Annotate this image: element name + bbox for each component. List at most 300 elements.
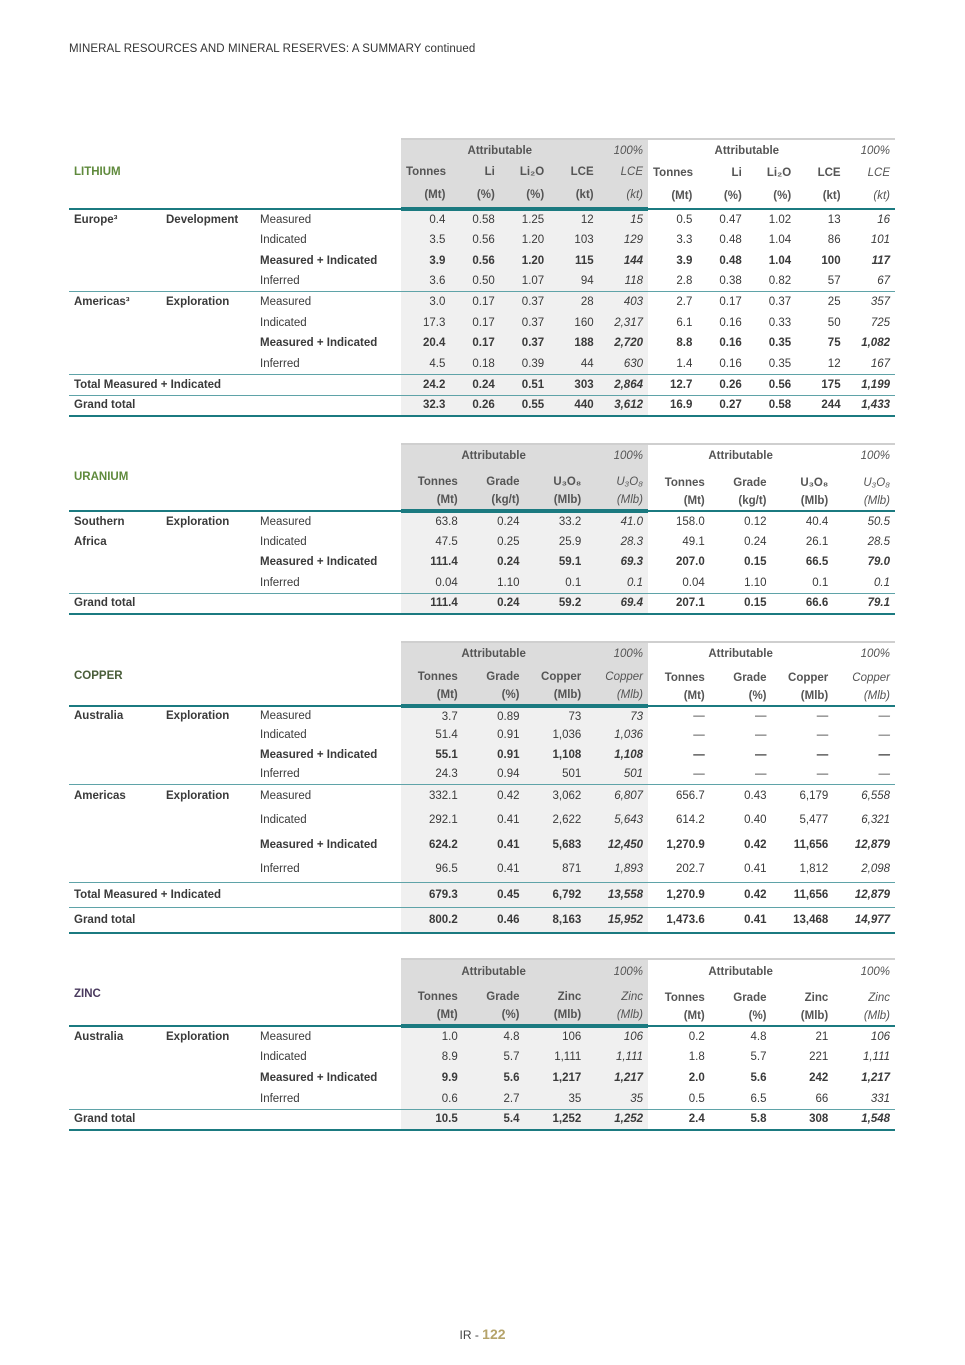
region-cell: Total Measured + Indicated xyxy=(69,882,401,907)
column-header-unit: (%) xyxy=(501,689,520,701)
column-header-unit: (%) xyxy=(476,189,495,201)
column-header-label: U₃O₈ xyxy=(863,477,891,489)
category-cell: Indicated xyxy=(260,535,307,548)
value-cell: 0.17 xyxy=(450,333,499,354)
column-header-unit: (kt) xyxy=(575,189,594,201)
value-cell: 0.37 xyxy=(747,292,796,313)
value-cell: 16.9 xyxy=(648,395,697,416)
value-cell: — xyxy=(755,768,767,780)
copper-column-header xyxy=(69,665,895,706)
stage-cell xyxy=(161,1088,255,1109)
value-cell: 0.1 xyxy=(525,573,587,594)
stage-cell: Exploration xyxy=(166,1030,230,1043)
lithium-group-header xyxy=(69,139,895,161)
copper-table-row xyxy=(69,765,895,785)
column-header xyxy=(463,983,525,1026)
value-cell: 41.0 xyxy=(586,511,648,532)
column-header-unit: (Mt) xyxy=(424,189,446,201)
stage-cell xyxy=(161,333,255,354)
column-header-unit: (%) xyxy=(748,690,767,702)
region-cell xyxy=(69,354,161,375)
value-cell: 403 xyxy=(599,292,648,313)
uranium-column-header xyxy=(69,466,895,511)
lithium-column-header xyxy=(69,161,895,209)
column-header xyxy=(586,466,648,511)
value-cell: 8.9 xyxy=(401,1047,463,1068)
value-cell: 501 xyxy=(586,765,648,785)
stage-cell xyxy=(161,745,255,765)
region-cell xyxy=(69,765,161,785)
value-cell: 332.1 xyxy=(401,784,463,807)
column-header-unit: (Mlb) xyxy=(863,690,891,702)
uranium-table-row xyxy=(69,573,895,594)
column-header-label: Zinc xyxy=(621,991,644,1003)
value-cell: 1,111 xyxy=(862,1051,891,1064)
stage-cell: Exploration xyxy=(166,710,230,723)
value-cell: 1,893 xyxy=(586,857,648,882)
value-cell: 2.7 xyxy=(648,292,697,313)
column-header-label: Grade xyxy=(486,991,520,1003)
value-cell: 630 xyxy=(599,354,648,375)
column-header xyxy=(772,665,834,706)
category-cell: Inferred xyxy=(260,357,300,370)
value-cell: 1,108 xyxy=(525,745,587,765)
value-cell: 44 xyxy=(549,354,598,375)
value-cell: 656.7 xyxy=(648,784,710,807)
column-header-label: Zinc xyxy=(557,991,582,1003)
value-cell: 0.2 xyxy=(688,1030,705,1043)
column-header-unit: (%) xyxy=(526,189,545,201)
value-cell: 5,643 xyxy=(586,807,648,832)
category-cell: Indicated xyxy=(260,234,307,247)
value-cell: 1,036 xyxy=(525,726,587,746)
value-cell: 2,622 xyxy=(525,807,587,832)
column-header-unit: (Mt) xyxy=(683,690,705,702)
category-cell: Indicated xyxy=(260,316,307,329)
value-cell: 2,317 xyxy=(599,312,648,333)
category-cell: Inferred xyxy=(260,768,300,780)
value-cell: 0.46 xyxy=(463,907,525,933)
column-header xyxy=(586,665,648,706)
value-cell: 0.26 xyxy=(450,395,499,416)
value-cell: — xyxy=(755,729,767,742)
value-cell: 100 xyxy=(821,254,841,267)
value-cell: 1,036 xyxy=(586,726,648,746)
value-cell: 0.1 xyxy=(812,576,829,589)
column-header xyxy=(796,161,845,209)
value-cell: 2,864 xyxy=(599,375,648,396)
value-cell: 10.5 xyxy=(401,1109,463,1130)
region-cell xyxy=(69,333,161,354)
column-header xyxy=(525,983,587,1026)
value-cell: 0.56 xyxy=(747,375,796,396)
column-header-unit: (Mlb) xyxy=(800,1010,829,1022)
value-cell: 6,792 xyxy=(525,882,587,907)
value-cell: 117 xyxy=(871,254,890,267)
value-cell: 0.17 xyxy=(697,292,746,313)
column-header-unit: (Mlb) xyxy=(863,1010,891,1022)
value-cell: 207.0 xyxy=(675,556,705,569)
value-cell: 106 xyxy=(586,1026,648,1047)
column-header xyxy=(772,466,834,511)
column-header-label: Zinc xyxy=(868,992,891,1004)
lithium-table-row xyxy=(69,230,895,251)
column-header-unit: (Mlb) xyxy=(553,689,582,701)
column-header xyxy=(401,161,450,209)
region-cell: Grand total xyxy=(69,1109,401,1130)
zinc-table-row xyxy=(69,1109,895,1130)
region-cell: Total Measured + Indicated xyxy=(69,375,401,396)
column-header-unit: (kt) xyxy=(873,190,890,202)
value-cell: 0.18 xyxy=(450,354,499,375)
column-header-label: Tonnes xyxy=(406,166,447,178)
value-cell: — xyxy=(755,710,767,723)
value-cell: 0.17 xyxy=(450,292,499,313)
column-header-label: Tonnes xyxy=(417,671,458,683)
value-cell: 158.0 xyxy=(675,515,705,528)
attributable-label: Attributable xyxy=(648,444,833,466)
column-header xyxy=(710,983,772,1026)
value-cell: 1,473.6 xyxy=(648,907,710,933)
value-cell: 0.58 xyxy=(747,395,796,416)
stage-cell xyxy=(161,726,255,746)
region-cell: Australia xyxy=(74,1030,124,1043)
column-header-unit: (kt) xyxy=(626,189,643,201)
value-cell: 79.0 xyxy=(867,556,891,569)
value-cell: 0.56 xyxy=(450,230,499,251)
lithium-table-row xyxy=(69,209,895,230)
value-cell: 0.12 xyxy=(744,515,767,528)
attributable-label: Attributable xyxy=(401,959,586,983)
value-cell: 4.8 xyxy=(750,1030,767,1043)
value-cell: 0.24 xyxy=(463,552,525,573)
column-header-unit: (Mt) xyxy=(683,495,705,507)
value-cell: 1.04 xyxy=(768,254,792,267)
value-cell: 0.41 xyxy=(710,907,772,933)
stage-cell xyxy=(161,230,255,251)
column-header xyxy=(586,983,648,1026)
column-header-unit: (Mlb) xyxy=(616,1009,644,1021)
value-cell: 0.6 xyxy=(401,1088,463,1109)
column-header xyxy=(846,161,895,209)
page-number-value: 122 xyxy=(482,1326,506,1342)
value-cell: 1,252 xyxy=(525,1109,587,1130)
value-cell: 0.16 xyxy=(719,357,742,370)
column-header-label: LCE xyxy=(570,166,594,178)
value-cell: — xyxy=(693,729,705,742)
copper-table-row xyxy=(69,807,895,832)
column-header-label: Grade xyxy=(733,992,767,1004)
column-header-label: Tonnes xyxy=(417,991,458,1003)
lithium-table-row xyxy=(69,271,895,292)
value-cell: 0.41 xyxy=(744,863,767,876)
value-cell: 16 xyxy=(877,213,890,226)
value-cell: 292.1 xyxy=(401,807,463,832)
value-cell: 0.4 xyxy=(401,209,450,230)
region-cell: Africa xyxy=(74,535,107,548)
lithium-table-row xyxy=(69,395,895,416)
value-cell: 0.5 xyxy=(688,1092,705,1105)
stage-cell xyxy=(161,1047,255,1068)
column-header xyxy=(648,665,710,706)
value-cell: 1.04 xyxy=(768,234,792,247)
column-header xyxy=(710,466,772,511)
value-cell: 12.7 xyxy=(648,375,697,396)
value-cell: 207.1 xyxy=(648,593,710,614)
value-cell: 55.1 xyxy=(401,745,463,765)
value-cell: 0.45 xyxy=(463,882,525,907)
value-cell: 6,321 xyxy=(861,813,891,826)
column-header xyxy=(747,161,796,209)
value-cell: 2.0 xyxy=(688,1071,705,1084)
stage-cell xyxy=(161,250,255,271)
value-cell: 49.1 xyxy=(682,535,705,548)
value-cell: 0.37 xyxy=(500,292,549,313)
value-cell: 59.2 xyxy=(525,593,587,614)
value-cell: 1,111 xyxy=(586,1047,648,1068)
value-cell: 57 xyxy=(827,275,841,288)
copper-table-row xyxy=(69,907,895,933)
value-cell: 0.35 xyxy=(768,337,792,350)
column-header-label: Tonnes xyxy=(664,672,705,684)
region-cell: Grand total xyxy=(69,395,401,416)
copper-table-row xyxy=(69,857,895,882)
value-cell: 15,952 xyxy=(586,907,648,933)
value-cell: 0.16 xyxy=(719,337,742,350)
value-cell: 1.4 xyxy=(676,357,693,370)
column-header xyxy=(710,665,772,706)
lithium-table xyxy=(69,138,895,417)
value-cell: 51.4 xyxy=(401,726,463,746)
value-cell: 63.8 xyxy=(401,511,463,532)
value-cell: 1,270.9 xyxy=(648,882,710,907)
region-cell xyxy=(69,573,161,594)
column-header-label: Grade xyxy=(486,671,520,683)
value-cell: 5,683 xyxy=(525,832,587,857)
spacer xyxy=(69,444,401,466)
column-header-label: U₃O₈ xyxy=(553,476,582,488)
attributable-label: Attributable xyxy=(401,444,586,466)
stage-cell xyxy=(161,765,255,785)
copper-table-row xyxy=(69,706,895,726)
value-cell: 1,217 xyxy=(525,1068,587,1089)
value-cell: 75 xyxy=(827,337,841,350)
value-cell: 242 xyxy=(809,1071,829,1084)
stage-cell xyxy=(161,312,255,333)
zinc-group-header xyxy=(69,959,895,983)
column-header-unit: (kg/t) xyxy=(738,495,767,507)
value-cell: — xyxy=(878,729,891,742)
column-header xyxy=(401,665,463,706)
stage-cell: Exploration xyxy=(161,784,255,807)
stage-cell xyxy=(161,532,255,553)
zinc-table-row xyxy=(69,1068,895,1089)
pct-label: 100% xyxy=(599,139,648,161)
column-header-label: Copper xyxy=(788,672,829,684)
lithium-table-row xyxy=(69,354,895,375)
column-header-label: U₃O₈ xyxy=(616,476,644,488)
value-cell: 0.04 xyxy=(401,573,463,594)
column-header xyxy=(401,983,463,1026)
value-cell: 0.5 xyxy=(676,213,693,226)
value-cell: 1,111 xyxy=(525,1047,587,1068)
value-cell: 0.94 xyxy=(463,765,525,785)
value-cell: 0.40 xyxy=(744,813,767,826)
value-cell: 3.5 xyxy=(401,230,450,251)
value-cell: 5.4 xyxy=(463,1109,525,1130)
value-cell: 15 xyxy=(599,209,648,230)
column-header-label: Tonnes xyxy=(664,992,705,1004)
value-cell: — xyxy=(693,748,705,761)
column-header-label: Copper xyxy=(541,671,582,683)
value-cell: 1.25 xyxy=(500,209,549,230)
lithium-table-row xyxy=(69,312,895,333)
column-header-unit: (Mt) xyxy=(436,689,458,701)
stage-cell xyxy=(161,573,255,594)
column-header-label: Tonnes xyxy=(653,167,694,179)
value-cell: 66.5 xyxy=(805,556,829,569)
category-cell: Indicated xyxy=(260,729,307,742)
value-cell: 101 xyxy=(870,234,890,247)
value-cell: 1,108 xyxy=(586,745,648,765)
running-head: MINERAL RESOURCES AND MINERAL RESERVES: A SUMMARY continued xyxy=(69,43,476,55)
value-cell: 3.9 xyxy=(676,254,693,267)
column-header-unit: (%) xyxy=(748,1010,767,1022)
column-header-unit: (Mt) xyxy=(671,190,693,202)
column-header xyxy=(833,665,895,706)
value-cell: 47.5 xyxy=(401,532,463,553)
value-cell: 33.2 xyxy=(525,511,587,532)
category-cell: Measured xyxy=(255,784,401,807)
value-cell: 79.1 xyxy=(833,593,895,614)
zinc-table-row xyxy=(69,1047,895,1068)
value-cell: 0.41 xyxy=(463,857,525,882)
value-cell: 6.1 xyxy=(676,316,693,329)
value-cell: 0.48 xyxy=(719,234,742,247)
value-cell: 3.6 xyxy=(401,271,450,292)
column-header-unit: (Mt) xyxy=(436,1009,458,1021)
value-cell: 103 xyxy=(549,230,598,251)
column-header xyxy=(697,161,746,209)
category-cell: Inferred xyxy=(260,1092,300,1105)
column-header-unit: (Mt) xyxy=(436,494,458,506)
stage-cell: Development xyxy=(166,213,239,226)
value-cell: 0.89 xyxy=(463,706,525,726)
value-cell: 160 xyxy=(549,312,598,333)
column-header xyxy=(463,665,525,706)
value-cell: 0.42 xyxy=(744,838,767,851)
value-cell: — xyxy=(693,710,705,723)
column-header-label: LCE xyxy=(867,167,890,179)
value-cell: 3.9 xyxy=(401,250,450,271)
attributable-label: Attributable xyxy=(401,642,586,665)
value-cell: — xyxy=(816,768,829,780)
column-header-label: Zinc xyxy=(804,992,829,1004)
column-header xyxy=(648,466,710,511)
value-cell: 1.02 xyxy=(768,213,792,226)
value-cell: 28 xyxy=(549,292,598,313)
value-cell: 0.1 xyxy=(874,576,891,589)
value-cell: 1.20 xyxy=(500,230,549,251)
value-cell: 0.47 xyxy=(719,213,742,226)
value-cell: 0.35 xyxy=(768,357,792,370)
value-cell: 175 xyxy=(796,375,845,396)
region-cell xyxy=(69,250,161,271)
region-cell xyxy=(69,1047,161,1068)
stage-cell xyxy=(161,832,255,857)
column-header-label: Li₂O xyxy=(766,167,792,179)
value-cell: 0.82 xyxy=(768,275,792,288)
value-cell: 73 xyxy=(586,706,648,726)
column-header-label: Li xyxy=(484,166,495,178)
value-cell: 32.3 xyxy=(401,395,450,416)
stage-cell: Exploration xyxy=(161,292,255,313)
value-cell: 0.25 xyxy=(463,532,525,553)
value-cell: 0.50 xyxy=(450,271,499,292)
value-cell: 111.4 xyxy=(401,552,463,573)
value-cell: 0.33 xyxy=(768,316,792,329)
column-header-unit: (Mt) xyxy=(683,1010,705,1022)
column-header xyxy=(525,466,587,511)
value-cell: 2.8 xyxy=(676,275,693,288)
page-number-prefix: IR - xyxy=(459,1328,483,1342)
value-cell: 96.5 xyxy=(401,857,463,882)
value-cell: 5,477 xyxy=(799,813,829,826)
lithium-table-row xyxy=(69,250,895,271)
value-cell: 0.39 xyxy=(500,354,549,375)
pct-label: 100% xyxy=(586,642,648,665)
copper-table-row xyxy=(69,784,895,807)
value-cell: 3.0 xyxy=(401,292,450,313)
copper-table-row xyxy=(69,726,895,746)
value-cell: 167 xyxy=(870,357,890,370)
copper-table-row xyxy=(69,882,895,907)
value-cell: 4.5 xyxy=(401,354,450,375)
uranium-table-row xyxy=(69,532,895,553)
column-header-label: LCE xyxy=(620,166,643,178)
value-cell: 5.6 xyxy=(750,1071,767,1084)
value-cell: 69.4 xyxy=(586,593,648,614)
copper-table-row xyxy=(69,832,895,857)
value-cell: 6.5 xyxy=(750,1092,767,1105)
value-cell: 6,179 xyxy=(772,784,834,807)
column-header-label: Li₂O xyxy=(519,166,545,178)
value-cell: 614.2 xyxy=(675,813,705,826)
column-header-unit: (Mlb) xyxy=(616,689,644,701)
stage-cell xyxy=(161,1068,255,1089)
lithium-table-row xyxy=(69,292,895,313)
region-cell xyxy=(69,832,161,857)
region-cell: Grand total xyxy=(69,907,401,933)
value-cell: — xyxy=(816,748,829,761)
stage-cell xyxy=(161,807,255,832)
value-cell: 0.91 xyxy=(463,726,525,746)
lithium-table-row xyxy=(69,333,895,354)
region-cell: Europe³ xyxy=(74,213,118,226)
value-cell: 0.15 xyxy=(710,593,772,614)
value-cell: 3,612 xyxy=(599,395,648,416)
category-cell: Measured xyxy=(260,515,312,528)
value-cell: 13,558 xyxy=(586,882,648,907)
value-cell: 0.42 xyxy=(463,784,525,807)
stage-cell xyxy=(161,354,255,375)
region-cell xyxy=(69,312,161,333)
category-cell: Inferred xyxy=(260,576,300,589)
column-header xyxy=(500,161,549,209)
category-cell: Indicated xyxy=(260,1051,307,1064)
column-header-label: Copper xyxy=(605,671,644,683)
pct-label: 100% xyxy=(833,959,895,983)
